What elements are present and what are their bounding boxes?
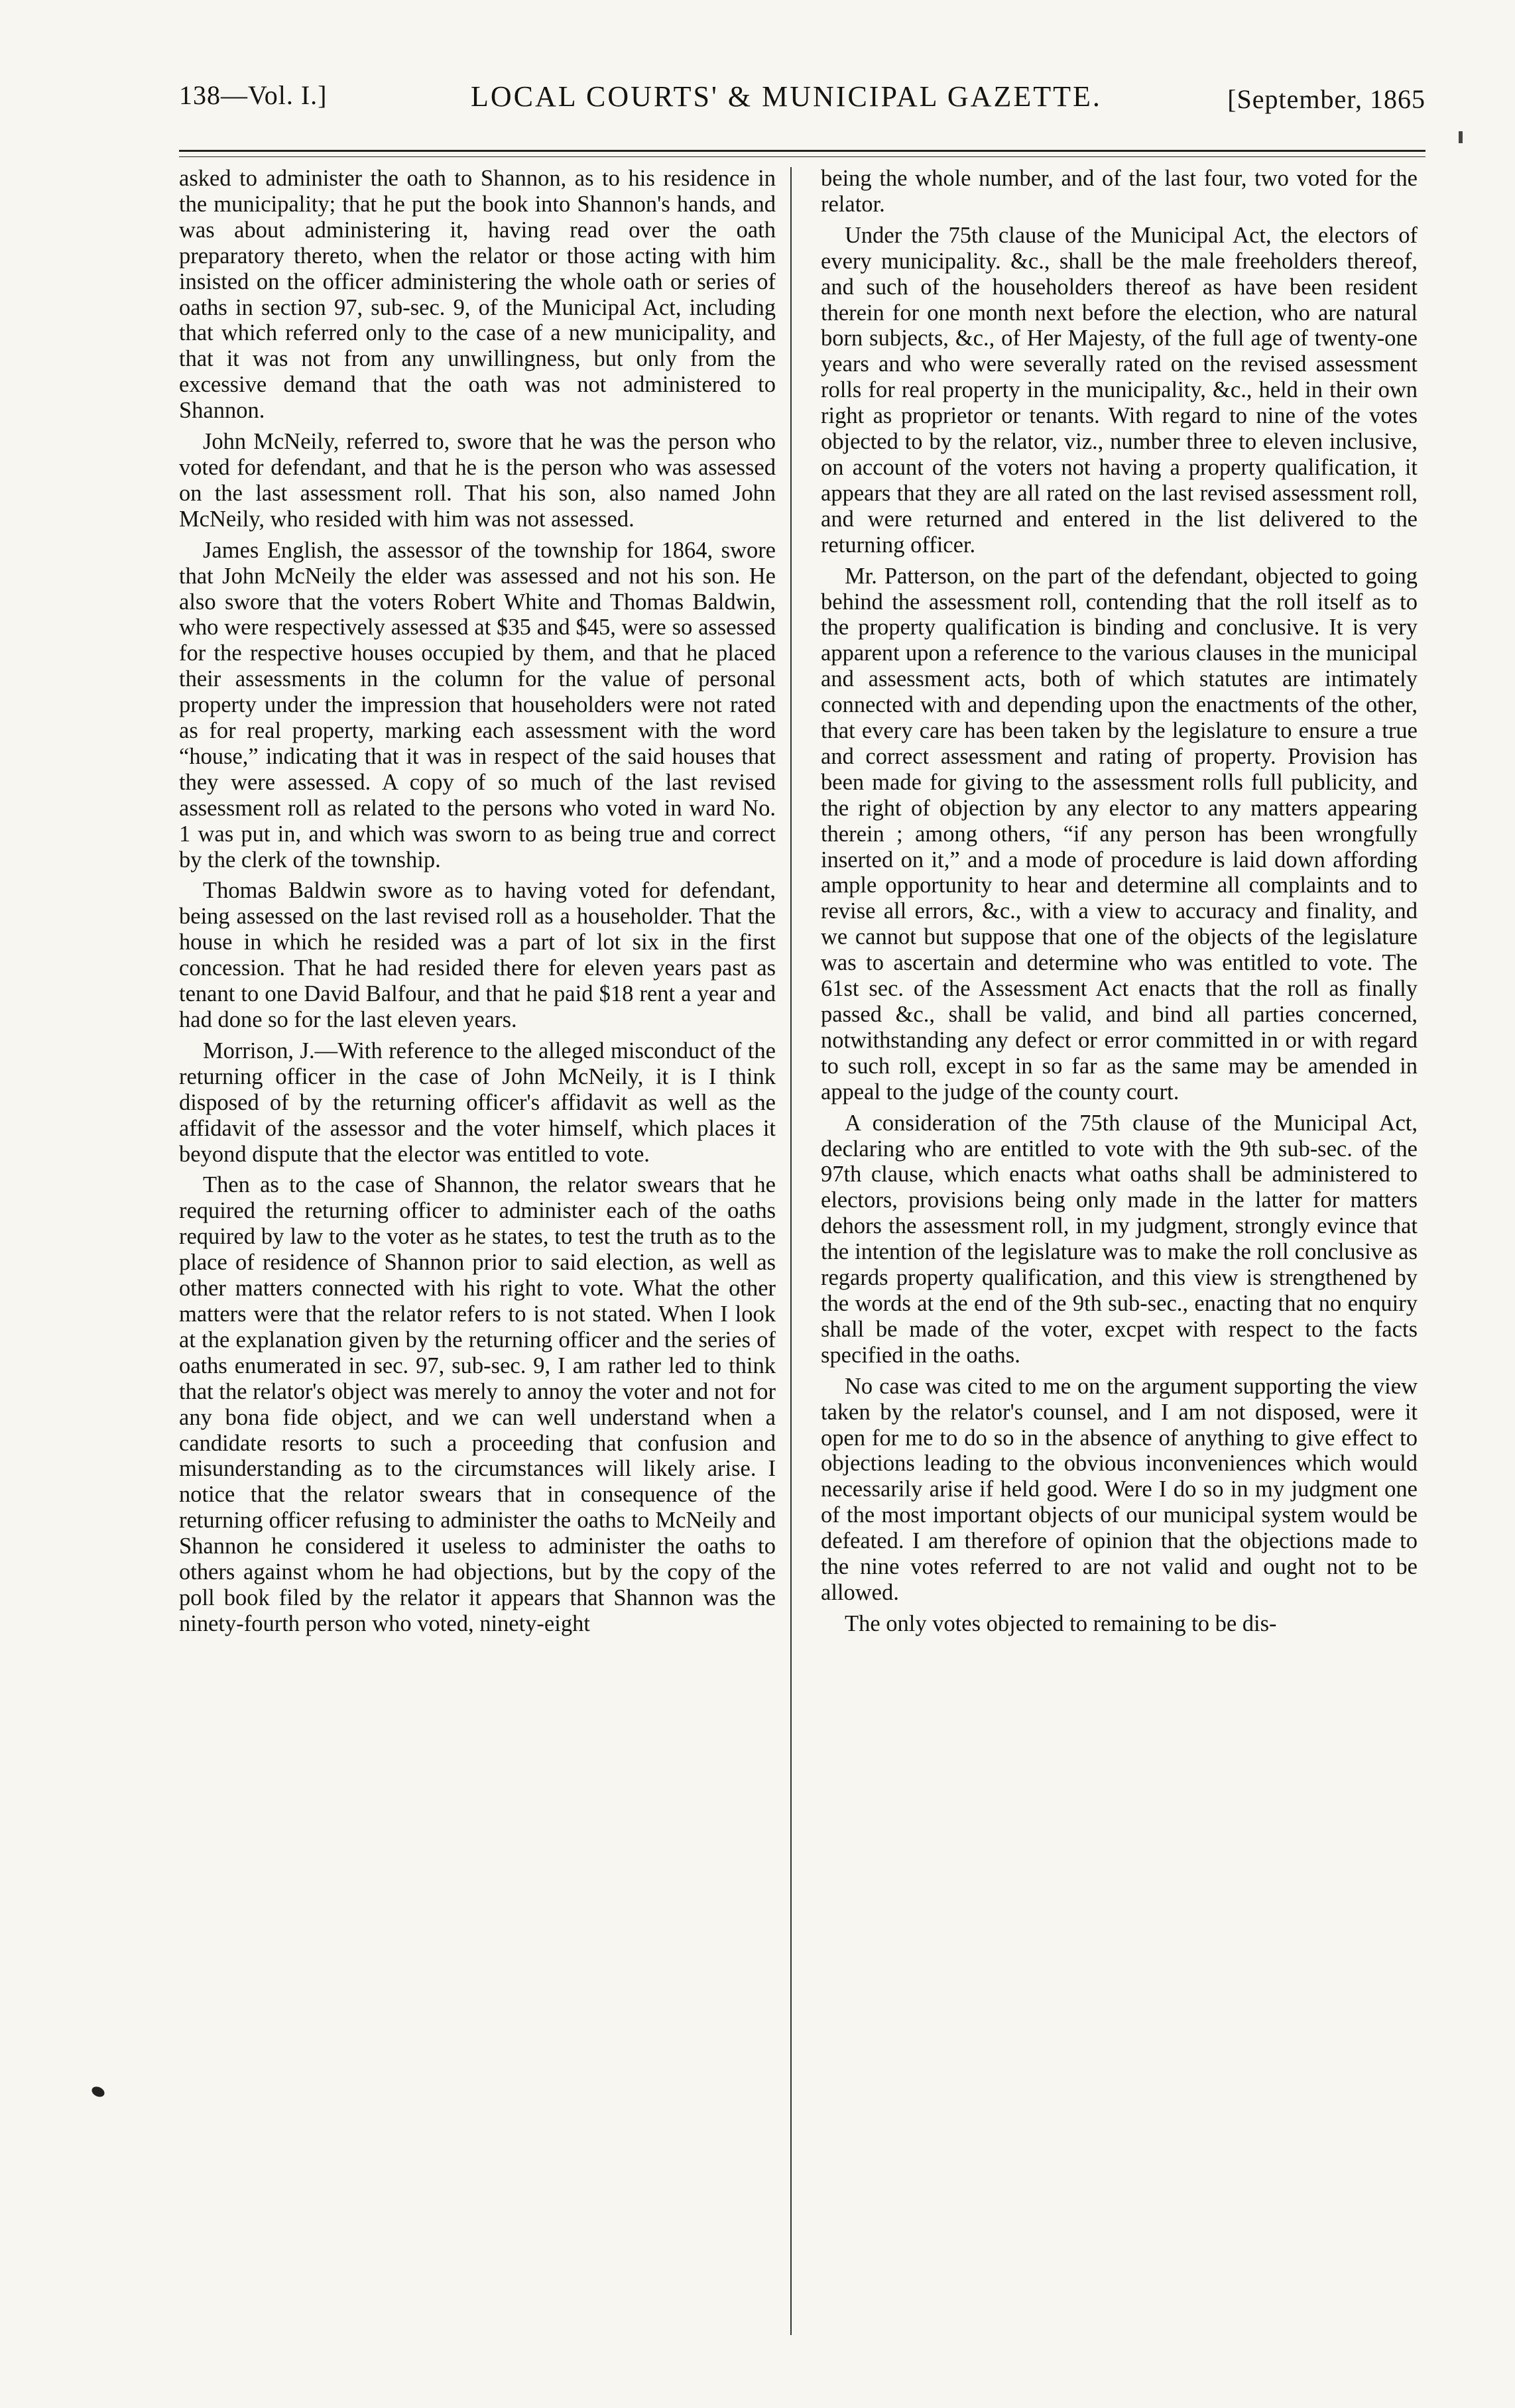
paragraph: Then as to the case of Shannon, the relator swears that he required the returning officer to administer each of the oaths required by law to the voter as he states, to test the truth as to the place of residence of Shannon prior to said election, as well as other matters connected with his right to vote. What the other matters were that the relator refers to is not stated. When I look at the explanation given by the returning officer and the series of oaths enumerated in sec. 97, sub-sec. 9, I am rather led to think that the relator's object was merely to annoy the voter and not for any bona fide object, and we can well understand when a candidate resorts to such a proceeding that confusion and misunderstanding as to the circumstances will likely arise. I notice that the relator swears that in consequence of the returning officer refusing to administer the oaths to McNeily and Shannon he considered it useless to administer the oaths to others against whom he had objections, but by the copy of the poll book filed by the relator it appears that Shannon was the ninety-fourth person who voted, ninety-eight xyxy=(179,1172,776,1636)
paragraph: Mr. Patterson, on the part of the defendant, objected to going behind the assessment roll, contending that the roll itself as to the property qualification is binding and conclusive. It is very apparent upon a reference to the various clauses in the municipal and assessment acts, both of which statutes are intimately connected with and depending upon the enactments of the other, that every care has been taken by the legislature to ensure a true and correct assessment and rating of property. Provision has been made for giving to the assessment rolls full publicity, and the right of objection by any elector to any matters appearing therein ; among others, “if any person has been wrongfully inserted on it,” and a mode of procedure is laid down affording ample opportunity to hear and determine all complaints and to revise all errors, &c., with a view to accuracy and finality, and we cannot but suppose that one of the objects of the legislature was to ascertain and determine who was entitled to vote. The 61st sec. of the Assessment Act enacts that the roll as finally passed &c., shall be valid, and bind all parties concerned, notwithstanding any defect or error committed in or with regard to such roll, except in so far as the same may be amended in appeal to the judge of the county court. xyxy=(821,563,1418,1105)
header-rule xyxy=(179,150,1425,157)
paragraph: James English, the assessor of the township for 1864, swore that John McNeily the elder was assessed and not his son. He also swore that the voters Robert White and Thomas Baldwin, who were respectively assessed at $35 and $45, were so assessed for the respective houses occupied by them, and that he placed their assessments in the column for the value of personal property under the impression that householders were not rated as for real property, marking each assessment with the word “house,” indicating that it was in respect of the said houses that they were assessed. A copy of so much of the last revised assessment roll as related to the persons who voted in ward No. 1 was put in, and which was sworn to as being true and correct by the clerk of the township. xyxy=(179,537,776,873)
paragraph: asked to administer the oath to Shannon, as to his residence in the municipality; that he put the book into Shannon's hands, and was about administering it, having read over the oath preparatory thereto, when the relator or those acting with him insisted on the officer administering the whole oath or series of oaths in section 97, sub-sec. 9, of the Municipal Act, including that which referred only to the case of a new municipality, and that it was not from any unwillingness, but only from the excessive demand that the oath was not administered to Shannon. xyxy=(179,166,776,424)
paragraph-judgment: Morrison, J.—With reference to the alleged misconduct of the returning officer in the case of John McNeily, it is I think disposed of by the returning officer's affidavit as well as the affidavit of the assessor and the voter himself, which places it beyond dispute that the elector was entitled to vote. xyxy=(179,1038,776,1167)
paragraph: John McNeily, referred to, swore that he was the person who voted for defendant, and that he is the person who was assessed on the last assessment roll. That his son, also named John McNeily, who resided with him was not assessed. xyxy=(179,429,776,532)
paragraph: being the whole number, and of the last four, two voted for the relator. xyxy=(821,166,1418,217)
ink-blot xyxy=(90,2084,106,2098)
right-column xyxy=(821,166,1418,1637)
paragraph: Thomas Baldwin swore as to having voted for defendant, being assessed on the last revised roll as a householder. That the house in which he resided was a part of lot six in the first concession. That he had resided there for eleven years past as tenant to one David Balfour, and that he paid $18 rent a year and had done so for the last eleven years. xyxy=(179,878,776,1032)
running-head xyxy=(179,80,1425,126)
issue-date: [September, 1865 xyxy=(1227,84,1425,114)
paragraph: No case was cited to me on the argument supporting the view taken by the relator's counsel, and I am not disposed, were it open for me to do so in the absence of anything to give effect to objections leading to the obvious inconveniences which would necessarily arise if held good. Were I do so in my judgment one of the most important objects of our municipal system would be defeated. I am therefore of opinion that the objections made to the nine votes referred to are not valid and ought not to be allowed. xyxy=(821,1373,1418,1605)
edge-mark xyxy=(1459,131,1463,143)
column-divider xyxy=(790,167,792,2335)
left-column xyxy=(179,166,776,1637)
paragraph: The only votes objected to remaining to be dis- xyxy=(845,1610,1277,1636)
paragraph: A consideration of the 75th clause of the Municipal Act, declaring who are entitled to vote with the 9th sub-sec. of the 97th clause, which enacts what oaths shall be administered to electors, provisions being only made in the latter for matters dehors the assessment roll, in my judgment, strongly evince that the intention of the legislature was to make the roll conclusive as regards property qualification, and this view is strengthened by the words at the end of the 9th sub-sec., enacting that no enquiry shall be made of the voter, excpet with respect to the facts specified in the oaths. xyxy=(821,1110,1418,1368)
paragraph: Under the 75th clause of the Municipal Act, the electors of every municipality. &c., shall be the male freeholders thereof, and such of the householders thereof as have been resident therein for one month next before the election, who are natural born subjects, &c., of Her Majesty, of the full age of twenty-one years and who were severally rated on the revised assessment rolls for real property in the municipality, &c., held in their own right as proprietor or tenants. With regard to nine of the votes objected to by the relator, viz., number three to eleven inclusive, on account of the voters not having a property qualification, it appears that they are all rated on the last revised assessment roll, and were returned and entered in the list delivered to the returning officer. xyxy=(821,222,1418,558)
publication-title: LOCAL COURTS' & MUNICIPAL GAZETTE. xyxy=(471,80,1102,113)
page-folio: 138—Vol. I.] xyxy=(179,80,328,110)
